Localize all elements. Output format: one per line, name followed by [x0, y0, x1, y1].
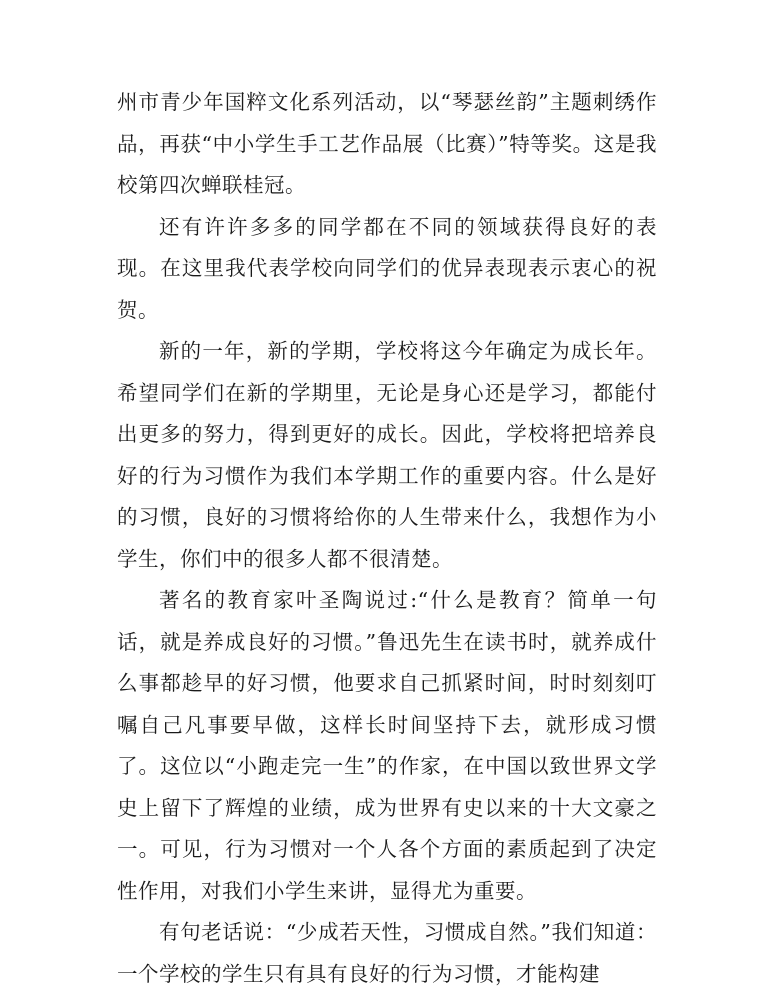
paragraph-congratulations: 还有许许多多的同学都在不同的领域获得良好的表现。在这里我代表学校向同学们的优异表现表示衷心的祝贺。	[117, 214, 657, 322]
paragraph-old-saying: 有句老话说：“少成若天性，习惯成自然。”我们知道：一个学校的学生只有具有良好的行为习惯，才能构建	[117, 920, 657, 986]
paragraph-awards-continued: 州市青少年国粹文化系列活动，以“琴瑟丝韵”主题刺绣作品，再获“中小学生手工艺作品展（比赛）”特等奖。这是我校第四次蝉联桂冠。	[117, 90, 657, 197]
paragraph-education-quote: 著名的教育家叶圣陶说过:“什么是教育？简单一句话，就是养成良好的习惯。”鲁迅先生在读书时，就养成什么事都趁早的好习惯，他要求自己抓紧时间，时时刻刻叮嘱自己凡事要早做，这样长时间坚持下去，就形成习惯了。这位以“小跑走完一生”的作家，在中国以致世界文学史上留下了辉煌的业绩，成为世界有史以来的十大文豪之一。可见，行为习惯对一个人各个方面的素质起到了决定性作用，对我们小学生来讲，显得尤为重要。	[117, 588, 657, 903]
paragraph-growth-year: 新的一年，新的学期，学校将这今年确定为成长年。希望同学们在新的学期里，无论是身心还是学习，都能付出更多的努力，得到更好的成长。因此，学校将把培养良好的行为习惯作为我们本学期工作的重要内容。什么是好的习惯，良好的习惯将给你的人生带来什么，我想作为小学生，你们中的很多人都不很清楚。	[117, 339, 657, 571]
document-page	[117, 82, 657, 995]
